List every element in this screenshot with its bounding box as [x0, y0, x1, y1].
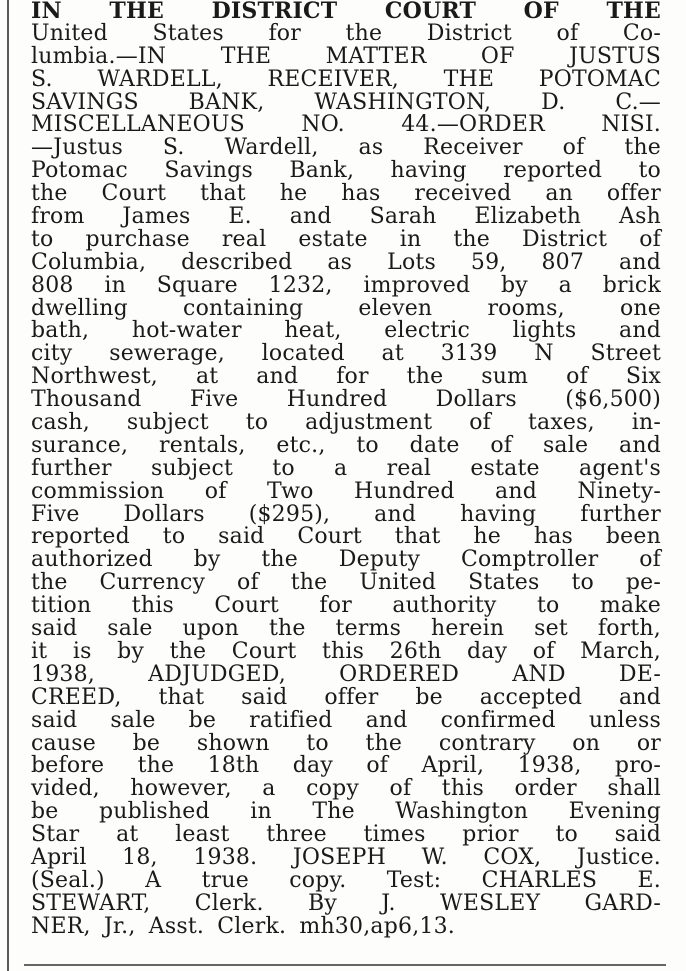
notice-line: CREED, that said offer be accepted and [31, 684, 661, 710]
notice-line: said sale upon the terms herein set forth, [31, 616, 661, 642]
notice-line: it is by the Court this 26th day of March, [31, 638, 661, 664]
notice-line: lumbia.—IN THE MATTER OF JUSTUS [31, 43, 661, 69]
bottom-rule [24, 964, 666, 966]
notice-line: Potomac Savings Bank, having reported to [31, 158, 661, 184]
legal-notice [31, 0, 661, 939]
notice-line: said sale be ratified and confirmed unless [31, 707, 661, 733]
notice-line: further subject to a real estate agent's [31, 455, 661, 481]
notice-line: STEWART, Clerk. By J. WESLEY GARD- [31, 890, 661, 916]
notice-line: NER, Jr., Asst. Clerk. mh30,ap6,13. [31, 913, 455, 939]
notice-line: United States for the District of Co- [31, 20, 661, 46]
notice-line: dwelling containing eleven rooms, one [31, 295, 661, 321]
notice-line: surance, rentals, etc., to date of sale and [31, 432, 661, 458]
notice-line: be published in The Washington Evening [31, 799, 661, 825]
column-rule [7, 0, 9, 971]
notice-line: Star at least three times prior to said [31, 822, 661, 848]
notice-line: cash, subject to adjustment of taxes, in- [31, 410, 661, 436]
notice-line: 808 in Square 1232, improved by a brick [31, 272, 661, 298]
notice-line: S. WARDELL, RECEIVER, THE POTOMAC [31, 66, 661, 92]
notice-line: IN THE DISTRICT COURT OF THE [31, 0, 661, 24]
notice-line: commission of Two Hundred and Ninety- [31, 478, 661, 504]
notice-line: bath, hot-water heat, electric lights and [31, 318, 661, 344]
notice-line: the Court that he has received an offer [31, 181, 661, 207]
notice-line: (Seal.) A true copy. Test: CHARLES E. [31, 867, 661, 893]
notice-line: to purchase real estate in the District of [31, 226, 661, 252]
notice-line: reported to said Court that he has been [31, 524, 661, 550]
notice-line: April 18, 1938. JOSEPH W. COX, Justice. [31, 844, 661, 870]
notice-line: Columbia, described as Lots 59, 807 and [31, 249, 661, 275]
notice-line: SAVINGS BANK, WASHINGTON, D. C.— [31, 89, 661, 115]
notice-line: authorized by the Deputy Comptroller of [31, 547, 661, 573]
notice-line: vided, however, a copy of this order shall [31, 776, 661, 802]
notice-line: Thousand Five Hundred Dollars ($6,500) [31, 387, 661, 413]
notice-line: MISCELLANEOUS NO. 44.—ORDER NISI. [31, 112, 661, 138]
notice-line: cause be shown to the contrary on or [31, 730, 661, 756]
notice-line: the Currency of the United States to pe- [31, 570, 661, 596]
notice-line: city sewerage, located at 3139 N Street [31, 341, 661, 367]
notice-line: tition this Court for authority to make [31, 593, 661, 619]
notice-line: before the 18th day of April, 1938, pro- [31, 753, 661, 779]
notice-line: Five Dollars ($295), and having further [31, 501, 661, 527]
notice-line: from James E. and Sarah Elizabeth Ash [31, 204, 661, 230]
notice-line: —Justus S. Wardell, as Receiver of the [31, 135, 661, 161]
notice-line: 1938, ADJUDGED, ORDERED AND DE- [31, 661, 661, 687]
notice-line: Northwest, at and for the sum of Six [31, 364, 661, 390]
